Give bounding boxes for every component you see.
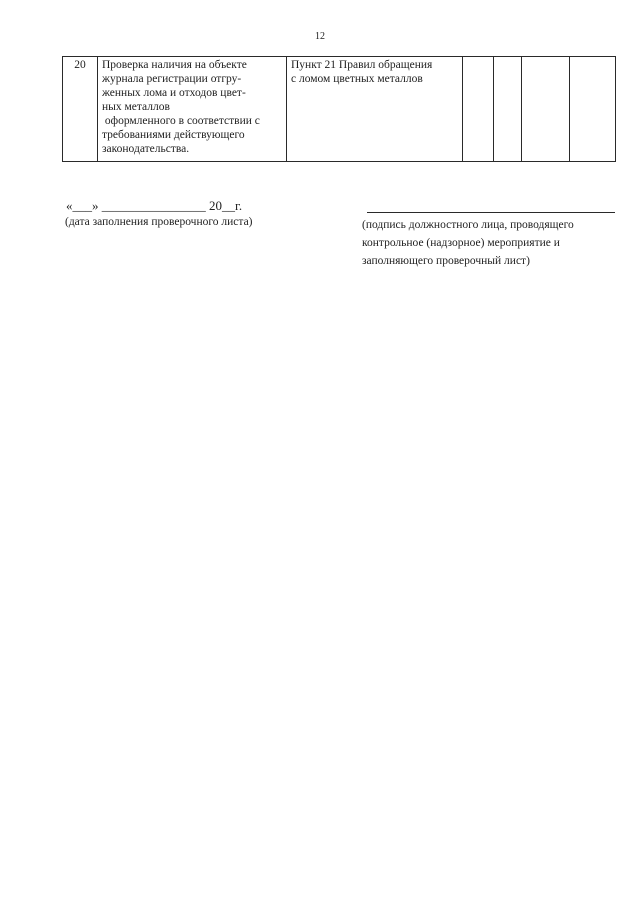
row-number-cell: 20 [63,57,98,162]
requirement-line: требованиями действующего [102,129,245,141]
requirement-line: оформленного в соответствии с [102,115,260,127]
table-row [63,57,616,162]
note-cell [570,57,616,162]
requirement-line: Проверка наличия на объекте [102,59,247,71]
signature-caption [362,216,574,270]
signature-caption-line: контрольное (надзорное) мероприятие и [362,237,560,249]
requirement-line: ных металлов [102,101,170,113]
signature-caption-line: заполняющего проверочный лист) [362,255,530,267]
checklist-table [62,56,616,162]
answer-cell-not-applicable [522,57,570,162]
answer-cell-no [494,57,522,162]
page-number: 12 [315,31,325,42]
requirement-line: журнала регистрации отгру- [102,73,242,85]
date-caption: (дата заполнения проверочного листа) [65,216,253,228]
reference-line: с ломом цветных металлов [291,73,423,85]
answer-cell-yes [463,57,494,162]
reference-cell [287,57,463,162]
requirement-line: законодательства. [102,143,190,155]
requirement-line: женных лома и отходов цвет- [102,87,246,99]
reference-line: Пункт 21 Правил обращения [291,59,433,71]
signature-caption-line: (подпись должностного лица, проводящего [362,219,574,231]
signature-line [367,212,615,213]
date-line: «___» ________________ 20__г. [66,198,243,213]
requirement-cell [98,57,287,162]
